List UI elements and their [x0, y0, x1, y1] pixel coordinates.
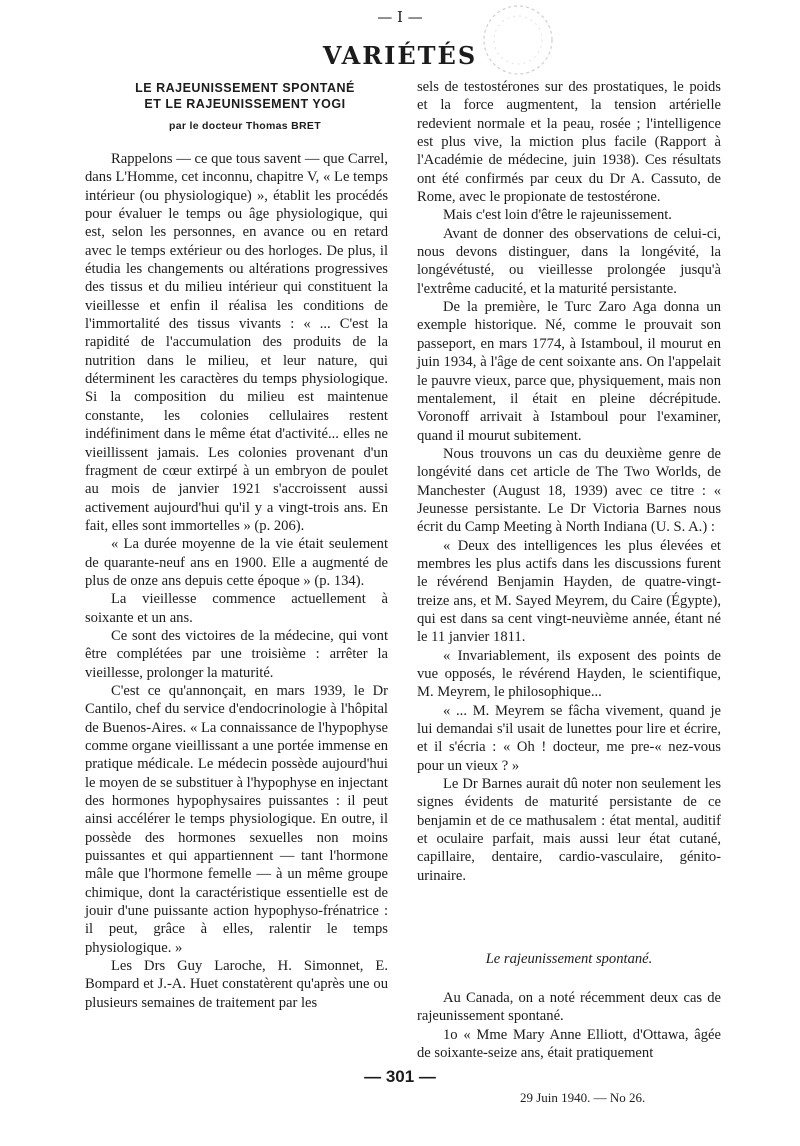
paragraph: Les Drs Guy Laroche, H. Simonnet, E. Bompard et J.-A. Huet constatèrent qu'après une ou plusieurs semaines de traitement par les	[85, 958, 388, 1011]
paragraph: Le Dr Barnes aurait dû noter non seulement les signes évidents de maturité persistante de ce benjamin et de ce mathusalem : état mental, auditif et oculaire parfait, mais aussi leur état cutané, capillaire, dentaire, cardio-vasculaire, génito-urinaire.	[417, 776, 721, 884]
paragraph: « Deux des intelligences les plus élevées et membres les plus actifs dans les discussions furent le révérend Benjamin Hayden, de quatre-vingt-treize ans, et M. Sayed Meyrem, du Caire (Égypte), qui est dans sa cent vingt-neuvième année, étant né le 11 janvier 1811.	[417, 537, 721, 646]
right-column	[417, 78, 721, 885]
issue-date: 29 Juin 1940. — No 26.	[520, 1090, 646, 1105]
paragraph: sels de testostérones sur des prostatiques, le poids et la force augmentent, la tension artérielle redevient normale et la peau, rosée ; l'intelligence est plus vive, la miction plus facile (Rapport à l'Académie de médecine, juin 1938). Ces résultats ont été confirmés par ceux du Dr A. Cassuto, de Rome, avec le propionate de testostérone.	[417, 79, 721, 206]
section-heading: VARIÉTÉS	[322, 41, 478, 70]
paragraph: Ce sont des victoires de la médecine, qui vont être complétées par une troisième : arrêter la vieillesse, prolonger la maturité.	[85, 627, 388, 681]
subheading: Le rajeunissement spontané.	[485, 951, 653, 967]
right-column-bottom	[417, 989, 721, 1062]
paragraph: Mais c'est loin d'être le rajeunissement.	[443, 207, 672, 224]
paragraph: « Invariablement, ils exposent des points de vue opposés, le révérend Hayden, le scientifique, M. Meyrem, le philosophique...	[417, 647, 721, 701]
paragraph: Avant de donner des observations de celui-ci, nous devons distinguer, dans la longévité, la longévétusté, ou vieillesse prolongée jusqu'à l'extrême caducité, et la maturité persistante.	[417, 225, 721, 297]
left-column	[85, 150, 388, 1012]
paragraph: Au Canada, on a noté récemment deux cas de rajeunissement spontané.	[417, 990, 721, 1025]
paragraph: La vieillesse commence actuellement à soixante et un ans.	[85, 591, 388, 626]
article-title-line-2: ET LE RAJEUNISSEMENT YOGI	[144, 97, 346, 111]
paragraph: « ... M. Meyrem se fâcha vivement, quand je lui demandai s'il usait de lunettes pour lire et écrire, et il s'écria : « Oh ! docteur, me pre-« nez-vous pour un vieux ? »	[417, 702, 721, 774]
article-title-line-1: LE RAJEUNISSEMENT SPONTANÉ	[135, 81, 355, 95]
paragraph: 1o « Mme Mary Anne Elliott, d'Ottawa, âgée de soixante-seize ans, était pratiquement	[417, 1026, 721, 1062]
paragraph: Rappelons — ce que tous savent — que Carrel, dans L'Homme, cet inconnu, chapitre V, « Le temps intérieur (ou physiologique) », établit les procédés pour évaluer le temps ou âge physiologique, qui est, selon les personnes, en avance ou en retard avec le temps extérieur ou des horloges. De plus, il étudia les changements ou altérations progressives des tissus et du milieu intérieur qui constituent la vieillesse et enfin il réalisa les conditions de l'immortalité des tissus vivants : « ... C'est la rapidité de l'accumulation des produits de la nutrition dans le milieu, et leur nature, qui déterminent les caractères du temps physiologique. Si la composition du milieu est maintenue constante, les colonies cellulaires restent indéfiniment dans le même état d'activité... elles ne vieillissent jamais. Les colonies provenant d'un fragment de cœur extirpé à un embryon de poulet au mois de janvier 1921 s'accroissent aussi activement aujourd'hui qu'il y a vingt-trois ans. En fait, elles sont immortelles » (p. 206).	[85, 151, 388, 534]
page-roman-numeral: — I —	[377, 8, 423, 26]
paragraph: De la première, le Turc Zaro Aga donna un exemple historique. Né, comme le prouvait son passeport, en mars 1774, à Istamboul, il mourut en juin 1934, à l'âge de cent soixante ans. On l'appelait le pauvre vieux, parce que, physiquement, mais non mentalement, il était en pleine décrépitude. Voronoff arrivait à Istamboul pour l'examiner, quand il mourut subitement.	[417, 299, 721, 444]
paragraph: C'est ce qu'annonçait, en mars 1939, le Dr Cantilo, chef du service d'endocrinologie à l'hôpital de Buenos-Aires. « La connaissance de l'hypophyse comme organe vieillissant a une portée immense en pratique médicale. Le médecin possède aujourd'hui le moyen de se substituer à l'hypophyse en injectant des hormones hypophysaires puissantes : il peut ainsi accélérer le temps physiologique. En outre, il possède des hormones sexuelles non moins puissantes et qui appartiennent — tant l'hormone mâle que l'hormone femelle — à un même groupe chimique, dont la caractéristique essentielle est de jouir d'une puissante action hypophyso-frénatrice : il peut, grâce à elles, ralentir le temps physiologique. »	[85, 682, 388, 956]
article-byline: par le docteur Thomas BRET	[169, 120, 321, 132]
paragraph: « La durée moyenne de la vie était seulement de quarante-neuf ans en 1900. Elle a augmenté de plus de onze ans depuis cette époque » (p. 134).	[85, 536, 388, 589]
paragraph: Nous trouvons un cas du deuxième genre de longévité dans cet article de The Two Worlds, de Manchester (August 18, 1939) avec ce titre : « Jeunesse persistante. Le Dr Victoria Barnes nous écrit du Camp Meeting à North Indiana (U. S. A.) :	[417, 445, 721, 536]
page-number: — 301 —	[364, 1067, 436, 1086]
